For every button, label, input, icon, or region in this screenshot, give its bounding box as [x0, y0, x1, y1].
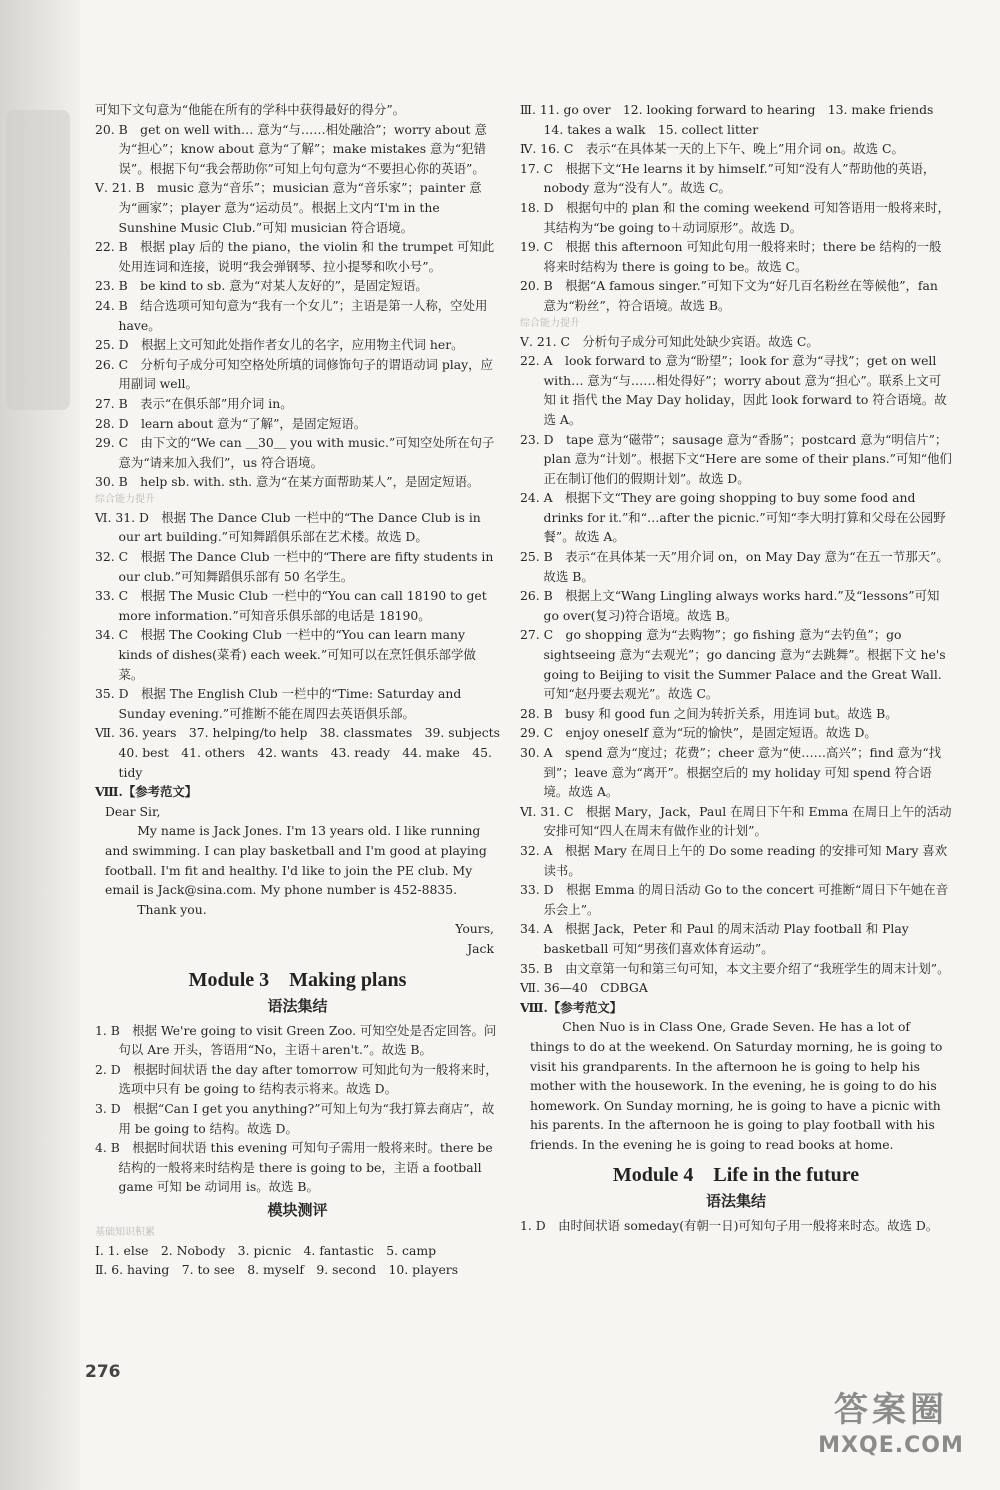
- answer-item: 4. B 根据时间状语 this evening 可知句子需用一般将来时。there be 结构的一般将来时结构是 there is going to be，主语 a football game 可知 be 动词用 is。故选 B。: [95, 1140, 493, 1195]
- section-subtitle: 语法集结: [267, 996, 328, 1015]
- letter-signature: Jack: [467, 940, 494, 956]
- section-subtitle: 模块测评: [267, 1200, 328, 1219]
- answer-item: 20. B 根据“A famous singer.”可知下文为“好几百名粉丝在等候他”，fan 意为“粉丝”，符合语境。故选 B。: [520, 278, 938, 313]
- answer-item: 17. C 根据下文“He learns it by himself.”可知“没有人”帮助他的英语，nobody 意为“没有人”。故选 C。: [520, 160, 936, 196]
- answer-item: Ⅳ. 16. C 表示“在具体某一天的上下午、晚上”用介词 on。故选 C。: [520, 141, 904, 157]
- letter-signature: Yours,: [455, 921, 494, 937]
- answer-item: 25. B 表示“在具体某一天”用介词 on，on May Day 意为“在五一节那天”。故选 B。: [520, 549, 949, 584]
- answer-item: 22. A look forward to 意为“盼望”；look for 意为“寻找”；get on well with… 意为“与……相处得好”；worry about 意为“担心”。联系上文可知 it 指代 the May Day holiday，因此 look forward to 符合语境。故选 A。: [520, 353, 947, 427]
- watermark-url: MXQE.COM: [818, 1433, 964, 1458]
- essay-heading: Ⅷ.【参考范文】: [520, 999, 623, 1015]
- answer-item: 26. C 分析句子成分可知空格处所填的词修饰句子的谓语动词 play，应用副词 well。: [95, 356, 493, 392]
- answer-item: 20. B get on well with… 意为“与……相处融洽”；worry about 意为“担心”；know about 意为“了解”；make mistakes 意为“犯错误”。根据下句“我会帮助你”可知上句句意为“不要担心你的英语”。: [95, 121, 487, 176]
- answer-item: 33. D 根据 Emma 的周日活动 Go to the concert 可推断“周日下午她在音乐会上”。: [520, 882, 949, 917]
- essay-paragraph: Chen Nuo is in Class One, Grade Seven. He has a lot of things to do at the weekend. On Saturday morning, he is going to visit his grandparents. In the afternoon he is going to help his mother with the housework. In the evening, he is going to do his homework. On Sunday morning, he is going to have a picnic with his parents. In the afternoon he is going to play football with his friends. In the evening he is going to read books at home.: [530, 1019, 943, 1152]
- page-number: 276: [85, 1362, 121, 1382]
- answer-item: 23. D tape 意为“磁带”；sausage 意为“香肠”；postcard 意为“明信片”；plan 意为“计划”。根据下文“Here are some of their plans.”可知“他们正在制订他们的假期计划”。故选 D。: [520, 431, 952, 486]
- answer-item: 27. B 表示“在俱乐部”用介词 in。: [95, 395, 293, 411]
- module-title: Module 4 Life in the future: [612, 1164, 860, 1187]
- answer-item: 29. C 由下文的“We can ＿30＿ you with music.”可知空处所在句子意为“请来加入我们”，us 符合语境。: [95, 435, 495, 470]
- answer-item: 34. A 根据 Jack，Peter 和 Paul 的周末活动 Play football 和 Play basketball 可知“男孩们喜欢体育运动”。: [520, 921, 909, 956]
- section-subtitle: 语法集结: [705, 1192, 766, 1211]
- answer-item: 33. C 根据 The Music Club 一栏中的“You can call 18190 to get more information.”可知音乐俱乐部的电话是 18190。: [95, 588, 487, 623]
- answer-item: 3. D 根据“Can I get you anything?”可知上句为“我打算去商店”，故用 be going to 结构。故选 D。: [95, 1100, 495, 1136]
- essay-heading: Ⅷ.【参考范文】: [95, 784, 198, 800]
- answer-item: 30. B help sb. with. sth. 意为“在某方面帮助某人”，是固定短语。: [95, 474, 480, 490]
- answer-item: Ⅲ. 11. go over 12. looking forward to hearing 13. make friends 14. takes a walk 15. collect litter: [520, 102, 946, 137]
- essay-paragraph: Thank you.: [137, 901, 207, 917]
- answer-item: Ⅴ. 21. B music 意为“音乐”；musician 意为“音乐家”；painter 意为“画家”；player 意为“运动员”。根据上文内“I'm in the Sunshine Music Club.”可知 musician 符合语境。: [95, 180, 482, 235]
- answer-item: 35. B 由文章第一句和第三句可知，本文主要介绍了“我班学生的周末计划”。: [520, 960, 950, 976]
- answer-item: 1. D 由时间状语 someday(有朝一日)可知句子用一般将来时态。故选 D。: [520, 1218, 939, 1234]
- answer-item: 1. B 根据 We're going to visit Green Zoo. 可知空处是否定回答。问句以 Are 开头，答语用“No，主语＋aren't.”。故选 B。: [95, 1022, 497, 1058]
- answer-item: Ⅱ. 6. having 7. to see 8. myself 9. second 10. players: [95, 1262, 459, 1278]
- text-line: 可知下文句意为“他能在所有的学科中获得最好的得分”。: [95, 102, 406, 117]
- answer-item: 26. B 根据上文“Wang Lingling always works hard.”及“lessons”可知 go over(复习)符合语境。故选 B。: [520, 588, 940, 623]
- answer-item: 18. D 根据句中的 plan 和 the coming weekend 可知答语用一般将来时，其结构为“be going to＋动词原形”。故选 D。: [520, 199, 950, 235]
- answer-item: Ⅶ. 36. years 37. helping/to help 38. classmates 39. subjects 40. best 41. others 42. wants 43. ready 44. make 45. tidy: [95, 725, 513, 780]
- essay-paragraph: My name is Jack Jones. I'm 13 years old. I like running and swimming. I can play basketball and I'm good at playing football. I'm fit and healthy. I'd like to join the PE club. My email is Jack@sina.com. My phone number is 452-8835.: [105, 823, 487, 898]
- answer-item: 28. B busy 和 good fun 之间为转折关系，用连词 but。故选 B。: [520, 705, 898, 721]
- answer-item: 23. B be kind to sb. 意为“对某人友好的”，是固定短语。: [95, 278, 428, 294]
- margin-decoration: [0, 0, 80, 1490]
- module-title: Module 3 Making plans: [188, 968, 407, 991]
- answer-item: 22. B 根据 play 后的 the piano，the violin 和 the trumpet 可知此处用连词和连接，说明“我会弹钢琴、拉小提琴和吹小号”。: [95, 239, 495, 274]
- margin-tab: [6, 110, 70, 410]
- section-label: 综合能力提升: [95, 493, 155, 505]
- answer-item: 34. C 根据 The Cooking Club 一栏中的“You can learn many kinds of dishes(菜肴) each week.”可知可以在烹饪俱乐部学做菜。: [95, 627, 476, 682]
- section-label: 基础知识积累: [95, 1226, 155, 1238]
- answer-item: Ⅵ. 31. D 根据 The Dance Club 一栏中的“The Dance Club is in our art building.”可知舞蹈俱乐部在艺术楼。故选 D。: [95, 509, 481, 545]
- answer-item: 27. C go shopping 意为“去购物”；go fishing 意为“去钓鱼”；go sightseeing 意为“去观光”；go dancing 意为“去跳舞”。根据下文 he's going to Beijing to visit the Summer Palace and the Great Wall. 可知“赵丹要去观光”。故选 C。: [520, 627, 946, 702]
- answer-item: Ⅵ. 31. C 根据 Mary，Jack，Paul 在周日下午和 Emma 在周日上午的活动安排可知“四人在周末有做作业的计划”。: [520, 803, 952, 839]
- letter-greeting: Dear Sir,: [105, 803, 161, 819]
- answer-item: 2. D 根据时间状语 the day after tomorrow 可知此句为一般将来时，选项中只有 be going to 结构表示将来。故选 D。: [95, 1061, 498, 1097]
- answer-item: 32. C 根据 The Dance Club 一栏中的“There are fifty students in our club.”可知舞蹈俱乐部有 50 名学生。: [95, 549, 494, 584]
- answer-item: 24. A 根据下文“They are going shopping to buy some food and drinks for it.”和“…after the picnic.”可知“李大明打算和父母在公园野餐”。故选 A。: [520, 490, 946, 545]
- answer-item: 30. A spend 意为“度过；花费”；cheer 意为“使……高兴”；find 意为“找到”；leave 意为“离开”。根据空后的 my holiday 可知 spend 符合语境。故选 A。: [520, 745, 942, 800]
- watermark-logo: [806, 1388, 976, 1468]
- answer-item: Ⅶ. 36—40 CDBGA: [520, 980, 648, 996]
- watermark-logo-text: 答案圈: [834, 1390, 948, 1430]
- answer-item: Ⅰ. 1. else 2. Nobody 3. picnic 4. fantastic 5. camp: [95, 1242, 437, 1258]
- answer-item: 28. D learn about 意为“了解”，是固定短语。: [95, 415, 367, 431]
- right-column: [520, 100, 952, 1236]
- answer-item: 19. C 根据 this afternoon 可知此句用一般将来时；there be 结构的一般将来时结构为 there is going to be。故选 C。: [520, 239, 942, 274]
- answer-item: 25. D 根据上文可知此处指作者女儿的名字，应用物主代词 her。: [95, 337, 464, 353]
- answer-item: 29. C enjoy oneself 意为“玩的愉快”，是固定短语。故选 D。: [520, 725, 877, 741]
- section-label: 综合能力提升: [520, 317, 580, 329]
- answer-item: 24. B 结合选项可知句意为“我有一个女儿”；主语是第一人称，空处用 have。: [95, 297, 488, 333]
- answer-item: 32. A 根据 Mary 在周日上午的 Do some reading 的安排可知 Mary 喜欢读书。: [520, 842, 948, 878]
- answer-item: Ⅴ. 21. C 分析句子成分可知此处缺少宾语。故选 C。: [520, 333, 819, 349]
- left-column: [95, 100, 513, 1280]
- answer-item: 35. D 根据 The English Club 一栏中的“Time: Saturday and Sunday evening.”可推断不能在周四去英语俱乐部。: [95, 686, 462, 721]
